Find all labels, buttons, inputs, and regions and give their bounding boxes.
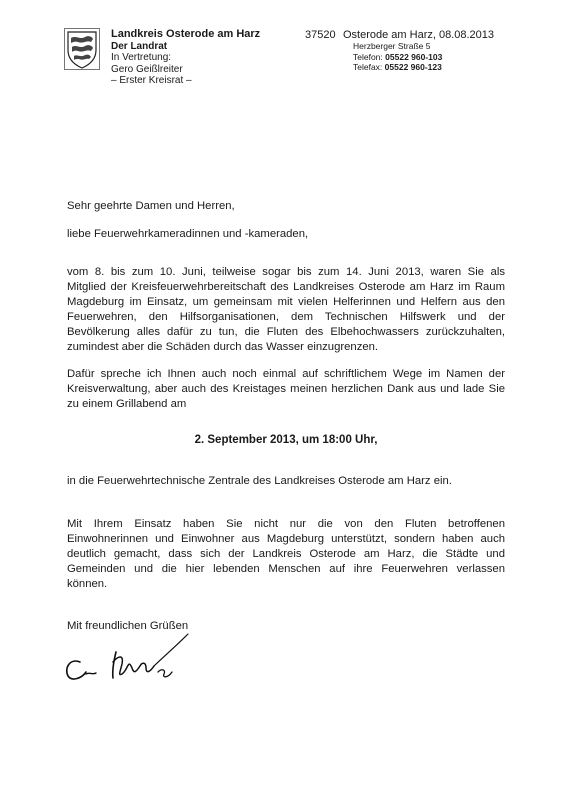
- paragraph-line: Bevölkerung alles dafür zu tun, die Fluten des Elbehochwassers zurückzuhalten,: [67, 326, 505, 338]
- paragraph-2: [67, 367, 505, 412]
- paragraph-line: Gemeinden und die hier lebenden Menschen auf ihre Feuerwehren verlassen: [67, 563, 505, 575]
- paragraph-line: können.: [67, 578, 108, 590]
- sender-representation: In Vertretung:: [111, 52, 172, 63]
- paragraph-line: Dafür spreche ich Ihnen auch noch einmal auf schriftlichem Wege im Namen der: [67, 368, 505, 380]
- salutation-secondary: liebe Feuerwehrkameradinnen und -kameraden,: [67, 228, 309, 240]
- paragraph-1: [67, 265, 505, 355]
- fax-label: Telefax:: [353, 62, 383, 72]
- event-date: 2. September 2013, um 18:00 Uhr,: [194, 434, 378, 446]
- handwritten-signature: [62, 628, 192, 686]
- sender-title: Der Landrat: [111, 40, 168, 52]
- sender-role: – Erster Kreisrat –: [111, 75, 192, 86]
- contact-block: [305, 29, 494, 73]
- paragraph-line: zu einem Grillabend am: [67, 398, 187, 410]
- event-location: in die Feuerwehrtechnische Zentrale des Landkreises Osterode am Harz ein.: [67, 475, 452, 487]
- paragraph-3: [67, 517, 505, 592]
- fax-number: 05522 960-123: [384, 62, 442, 72]
- closing: Mit freundlichen Grüßen: [67, 620, 189, 632]
- phone-label: Telefon:: [353, 51, 383, 62]
- sender-block: [111, 29, 260, 87]
- sender-organization: Landkreis Osterode am Harz: [111, 28, 261, 40]
- paragraph-line: Einwohnerinnen und Einwohner aus Magdeburg unterstützt, sondern haben auch: [67, 533, 505, 545]
- paragraph-line: Mit Ihrem Einsatz haben Sie nicht nur die von den Fluten betroffenen: [67, 518, 505, 530]
- paragraph-line: Kreisverwaltung, aber auch des Kreistages meinen herzlichen Dank aus und lade Sie: [67, 383, 505, 395]
- coat-of-arms-logo: [64, 28, 100, 70]
- paragraph-line: vom 8. bis zum 10. Juni, teilweise sogar bis zum 14. Juni 2013, waren Sie als: [67, 266, 505, 278]
- place-date: Osterode am Harz, 08.08.2013: [343, 29, 495, 41]
- street-address: Herzberger Straße 5: [353, 41, 431, 51]
- paragraph-line: deutlich gemacht, dass sich der Landkreis Osterode am Harz, die Städte und: [67, 548, 505, 560]
- paragraph-line: Magdeburg im Einsatz, um gemeinsam mit vielen Helferinnen und Helfern aus den: [67, 296, 505, 308]
- paragraph-line: Mitglied der Kreisfeuerwehrbereitschaft des Landkreises Osterode am Harz im Raum: [67, 281, 505, 293]
- phone-line: [353, 52, 494, 63]
- phone-number: 05522 960-103: [385, 51, 443, 62]
- sender-name: Gero Geißlreiter: [111, 63, 183, 75]
- fax-line: [353, 62, 494, 73]
- postal-code: 37520: [305, 29, 336, 41]
- paragraph-line: zumindest aber die Schäden durch das Wasser einzugrenzen.: [67, 341, 379, 353]
- salutation: Sehr geehrte Damen und Herren,: [67, 200, 235, 212]
- paragraph-line: Feuerwehren, den Hilfsorganisationen, dem Technischen Hilfswerk und der: [67, 311, 505, 323]
